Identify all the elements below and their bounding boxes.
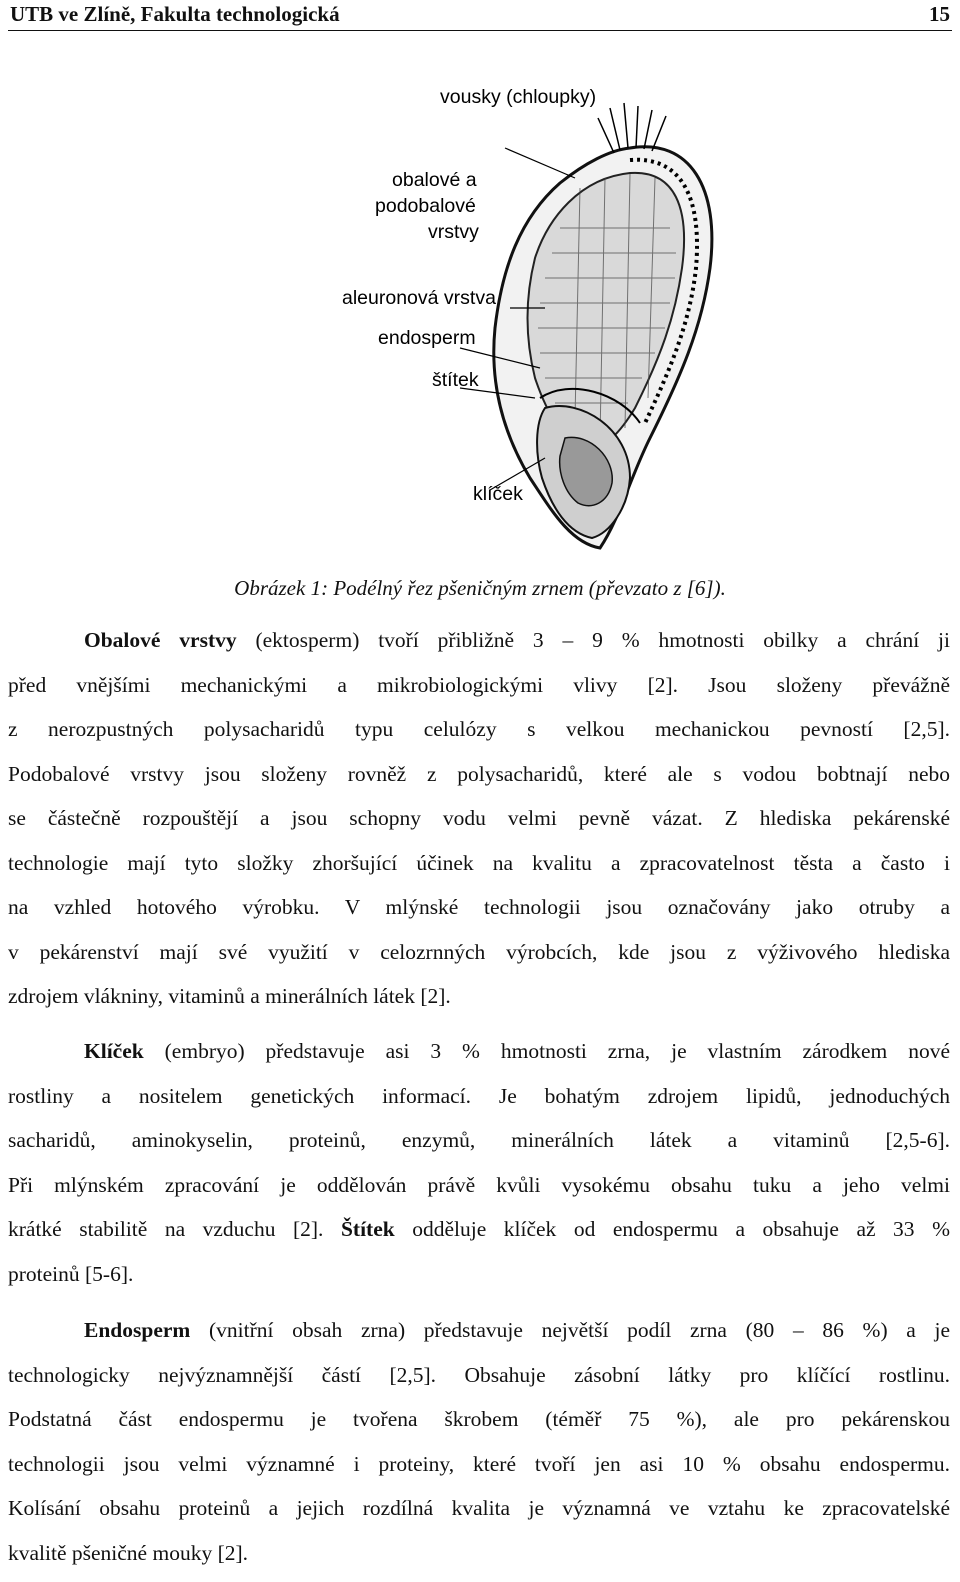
text-run: (vnitřní obsah zrna) představuje největší podíl zrna (80 – 86 %) a je [190,1318,950,1342]
text-line: Při mlýnském zpracování je oddělován právě kvůli vysokému obsahu tuku a jeho velmi [8,1170,950,1215]
paragraph-embryo [8,1036,950,1303]
label-endosperm: endosperm [378,325,476,351]
term-embryo: Klíček [84,1039,144,1063]
paragraph-coat-layers [8,625,950,1026]
text-line: zdrojem vlákniny, vitaminů a minerálních látek [2]. [8,981,950,1026]
page-number: 15 [929,2,950,27]
header-title: UTB ve Zlíně, Fakulta technologická [10,2,340,27]
text-line: v pekárenství mají své využití v celozrnných výrobcích, kde jsou z výživového hlediska [8,937,950,982]
label-scutellum: štítek [432,367,479,393]
text-line: na vzhled hotového výrobku. V mlýnské technologii jsou označovány jako otruby a [8,892,950,937]
text-line: technologicky nejvýznamnější částí [2,5]. Obsahuje zásobní látky pro klíčící rostlinu. [8,1360,950,1405]
text-line [8,625,950,670]
label-embryo: klíček [473,481,523,507]
text-line: kvalitě pšeničné mouky [2]. [8,1538,950,1582]
brush-hairs [598,103,666,153]
text-line: před vnějšími mechanickými a mikrobiologickými vlivy [2]. Jsou složeny převážně [8,670,950,715]
text-run: odděluje klíček od endospermu a obsahuje až 33 % [395,1217,950,1241]
text-run: (ektosperm) tvoří přibližně 3 – 9 % hmotnosti obilky a chrání ji [237,628,950,652]
text-line: sacharidů, aminokyselin, proteinů, enzymů, minerálních látek a vitaminů [2,5-6]. [8,1125,950,1170]
text-line: se částečně rozpouštějí a jsou schopny vodu velmi pevně vázat. Z hlediska pekárenské [8,803,950,848]
page-header [8,0,952,31]
label-coat-layers-3: vrstvy [428,219,479,245]
wheat-grain-figure [330,78,730,558]
text-run: krátké stabilitě na vzduchu [2]. [8,1217,341,1241]
text-line [8,1214,950,1259]
label-coat-layers-2: podobalové [375,193,476,219]
text-line: proteinů [5-6]. [8,1259,950,1304]
paragraph-endosperm [8,1315,950,1582]
text-line: technologie mají tyto složky zhoršující účinek na kvalitu a zpracovatelnost těsta a často i [8,848,950,893]
text-line: Kolísání obsahu proteinů a jejich rozdílná kvalita je významná ve vztahu ke zpracovatelské [8,1493,950,1538]
text-run: (embryo) představuje asi 3 % hmotnosti zrna, je vlastním zárodkem nové [144,1039,950,1063]
text-line: Podstatná část endospermu je tvořena škrobem (téměř 75 %), ale pro pekárenskou [8,1404,950,1449]
term-scutellum: Štítek [341,1217,395,1241]
text-line: technologii jsou velmi významné i proteiny, které tvoří jen asi 10 % obsahu endospermu. [8,1449,950,1494]
text-line [8,1315,950,1360]
text-line: Podobalové vrstvy jsou složeny rovněž z polysacharidů, které ale s vodou bobtnají nebo [8,759,950,804]
label-aleurone-layer: aleuronová vrstva [342,285,496,311]
term-endosperm: Endosperm [84,1318,190,1342]
term-coat-layers: Obalové vrstvy [84,628,237,652]
wheat-grain-drawing [330,78,730,558]
figure-caption: Obrázek 1: Podélný řez pšeničným zrnem (převzato z [6]). [0,576,960,601]
text-line: z nerozpustných polysacharidů typu celulózy s velkou mechanickou pevností [2,5]. [8,714,950,759]
label-coat-layers-1: obalové a [392,167,477,193]
text-line [8,1036,950,1081]
text-line: rostliny a nositelem genetických informací. Je bohatým zdrojem lipidů, jednoduchých [8,1081,950,1126]
label-brush-hairs: vousky (chloupky) [440,84,596,110]
